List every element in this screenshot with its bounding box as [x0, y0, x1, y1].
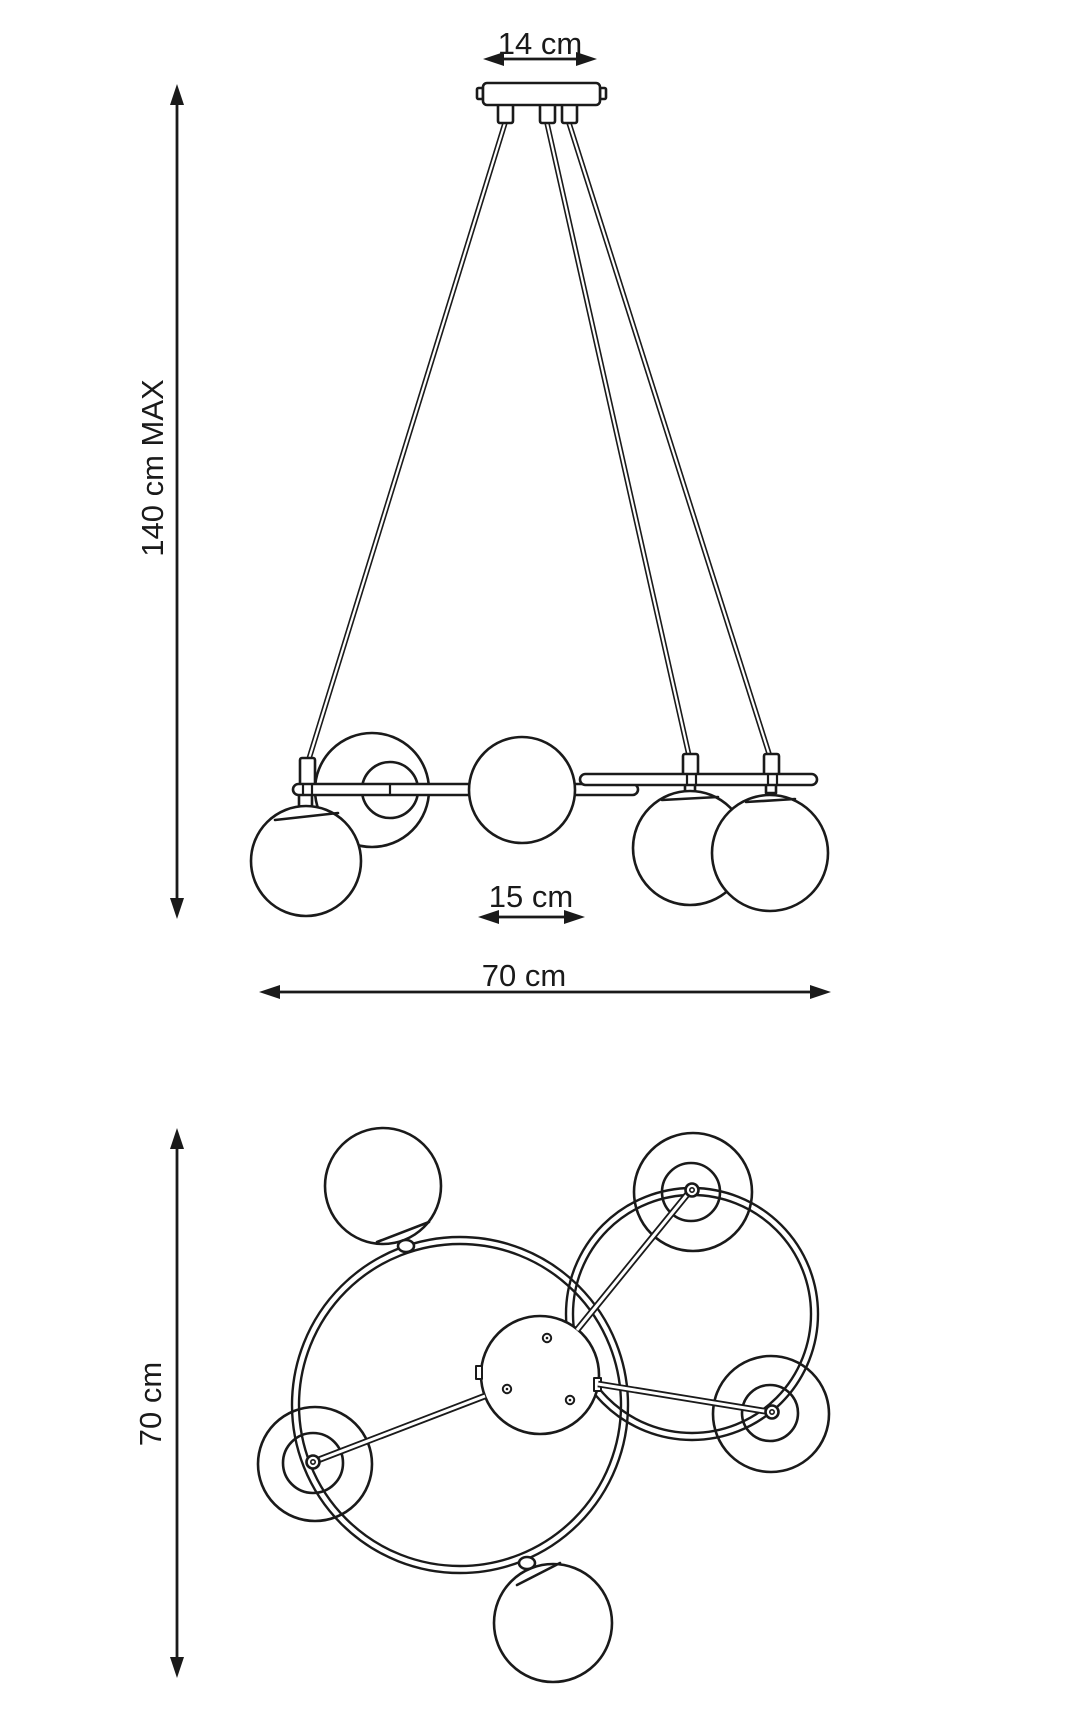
light-sphere-left — [251, 806, 361, 916]
sphere-bottom — [494, 1557, 612, 1682]
fixture-depth-label: 70 cm — [133, 1361, 168, 1447]
dimension-fixture-depth — [133, 1128, 184, 1678]
fixture-width-label: 70 cm — [481, 958, 567, 993]
dimension-sphere-diameter — [478, 879, 585, 924]
cord-grip — [562, 104, 577, 123]
cord-grip — [498, 104, 513, 123]
cord-grip — [540, 104, 555, 123]
dimension-fixture-width — [259, 958, 831, 999]
light-sphere-right-2 — [712, 795, 828, 911]
dimension-max-drop — [135, 84, 184, 919]
canopy-disc — [476, 1316, 601, 1434]
ceiling-canopy — [477, 83, 606, 123]
top-view-drawing — [133, 1128, 829, 1682]
sphere-top-left — [325, 1128, 441, 1252]
max-drop-label: 140 cm MAX — [135, 379, 170, 557]
light-sphere-center — [469, 737, 575, 843]
suspension-cords — [308, 123, 771, 762]
small-ring-edge-on — [580, 774, 817, 785]
side-view-drawing — [135, 26, 831, 999]
dimension-canopy-width — [483, 26, 597, 66]
sphere-diameter-label: 15 cm — [488, 879, 574, 914]
canopy-width-label: 14 cm — [497, 26, 583, 61]
